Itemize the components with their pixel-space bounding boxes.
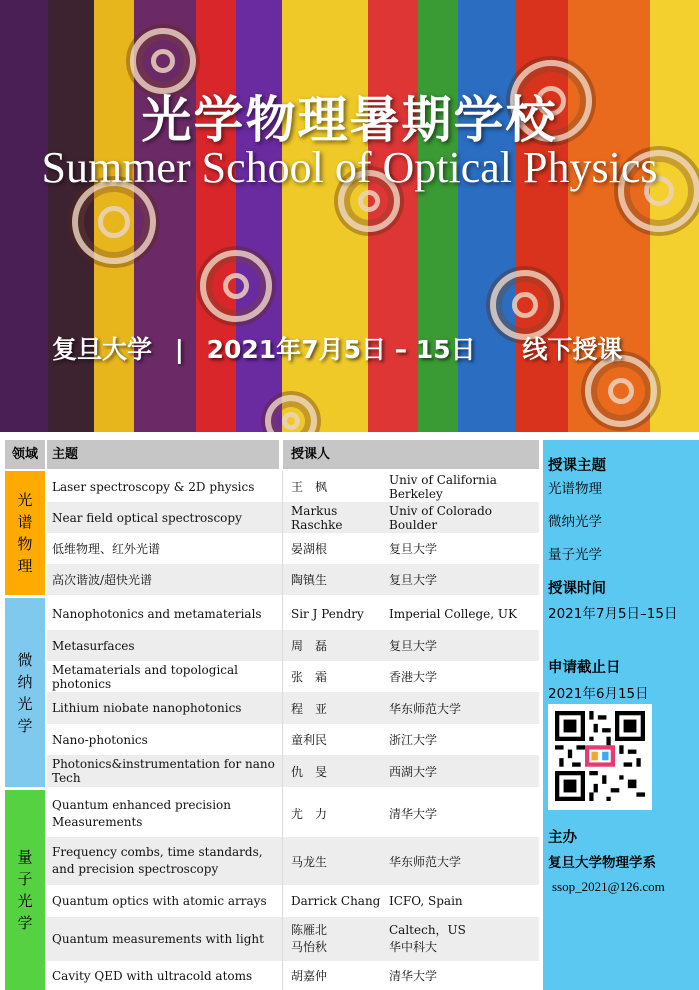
table-row <box>47 917 539 961</box>
lecturer-name: 周 磊 <box>291 639 328 653</box>
qr-code[interactable] <box>548 704 652 810</box>
university-label: 复旦大学 <box>52 335 153 364</box>
topic-line-1: Quantum enhanced precision <box>52 797 231 812</box>
lecturer-name: 尤 力 <box>291 807 328 821</box>
lecturer-name: 童利民 <box>291 733 328 747</box>
lecturer-name: 仇 旻 <box>291 764 328 779</box>
lecturer-institution: 西湖大学 <box>389 764 438 779</box>
topic-cell: Lithium niobate nanophotonics <box>52 701 242 715</box>
domain-spectroscopy <box>5 471 45 595</box>
lecturer-institution: Univ of Colorado Boulder <box>389 503 493 532</box>
course-table <box>0 440 539 990</box>
time-heading: 授课时间 <box>548 581 606 597</box>
lecturer-institution-1: Caltech，US <box>389 923 466 937</box>
banner-image <box>0 0 699 432</box>
title-english: Summer School of Optical Physics <box>41 143 658 192</box>
lecturer-name: 陶镇生 <box>291 573 328 587</box>
lecturer-institution: 浙江大学 <box>389 733 438 747</box>
table-row <box>47 961 539 990</box>
domain-nano-optics <box>5 598 45 787</box>
deadline-value: 2021年6月15日 <box>548 686 649 702</box>
table-row <box>47 471 539 502</box>
lecturer-institution: 华东师范大学 <box>389 854 462 869</box>
topic-item: 光谱物理 <box>548 481 602 497</box>
table-row <box>47 790 539 837</box>
lecturer-name: Sir J Pendry <box>291 607 364 621</box>
lecturer-institution <box>389 917 539 961</box>
lecturer-institution: 清华大学 <box>389 807 438 821</box>
qr-code-pattern <box>555 711 645 801</box>
lecturer-name: 程 亚 <box>291 701 328 716</box>
lecturer-institution: 香港大学 <box>389 670 438 684</box>
topic-cell: Photonics&instrumentation for nano Tech <box>52 757 275 785</box>
lecturer-name: 张 霜 <box>291 670 328 684</box>
table-row <box>47 724 539 755</box>
topic-cell: Metasurfaces <box>52 638 135 653</box>
header-topic-label: 主题 <box>52 447 79 462</box>
topic-item: 量子光学 <box>548 547 602 563</box>
lecturer-name: 晏湖根 <box>291 542 328 556</box>
deadline-heading: 申请截止日 <box>548 660 621 676</box>
topic-cell <box>52 790 282 837</box>
topic-cell: Laser spectroscopy & 2D physics <box>52 479 255 494</box>
table-row <box>47 692 539 724</box>
lecturer-name: Markus Raschke <box>291 503 343 532</box>
topic-cell: 高次谐波/超快光谱 <box>52 573 153 587</box>
header-domain-label: 领域 <box>11 447 38 462</box>
table-row <box>47 533 539 564</box>
table-row <box>47 661 539 692</box>
domain-quantum-optics <box>5 790 45 990</box>
topic-cell: 低维物理、红外光谱 <box>52 542 161 556</box>
table-row <box>47 502 539 533</box>
event-info-line <box>52 330 622 366</box>
lecturer-name <box>291 917 386 961</box>
topic-line-1: Frequency combs, time standards, <box>52 845 263 859</box>
column-divider <box>282 471 283 990</box>
event-dates: 2021年7月5日 – 15日 <box>206 335 476 364</box>
lecturer-name: Darrick Chang <box>291 894 381 908</box>
teaching-mode: 线下授课 <box>522 335 623 364</box>
topic-cell: Metamaterials and topological photonics <box>52 662 238 691</box>
header-topic <box>47 440 279 469</box>
lecturer-name: 马龙生 <box>291 854 328 869</box>
title-chinese: 光学物理暑期学校 <box>141 91 558 149</box>
lecturer-name-1: 陈雁北 <box>291 923 328 937</box>
header-domain <box>5 440 45 469</box>
contact-email[interactable]: ssop_2021@126.com <box>552 879 665 894</box>
topic-cell: Quantum optics with atomic arrays <box>52 894 267 908</box>
table-row <box>47 755 539 787</box>
lecturer-institution: Imperial College, UK <box>389 607 517 621</box>
topic-line-2: and precision spectroscopy <box>52 862 219 876</box>
lecturer-institution: 复旦大学 <box>389 573 438 587</box>
lecturer-name: 胡嘉仲 <box>291 969 328 983</box>
header-lecturer <box>283 440 539 469</box>
topic-cell: Near field optical spectroscopy <box>52 510 242 525</box>
topic-cell: Nanophotonics and metamaterials <box>52 607 262 621</box>
separator: | <box>174 335 184 364</box>
topic-cell: Nano-photonics <box>52 732 148 747</box>
header-lecturer-label: 授课人 <box>291 447 331 462</box>
info-sidebar <box>543 440 699 990</box>
host-value: 复旦大学物理学系 <box>548 855 656 871</box>
lecturer-institution: ICFO, Spain <box>389 894 463 908</box>
table-row <box>47 837 539 885</box>
host-heading: 主办 <box>548 830 577 846</box>
topic-cell: Quantum measurements with light <box>52 932 264 946</box>
lecturer-institution: 复旦大学 <box>389 542 438 556</box>
domain-quantum-optics-label: 量子光学 <box>17 848 33 932</box>
domain-nano-optics-label: 微纳光学 <box>17 650 33 735</box>
lecturer-institution: 复旦大学 <box>389 639 438 653</box>
lecturer-name: 王 枫 <box>291 480 328 494</box>
topic-line-2: Measurements <box>52 814 143 829</box>
lecturer-name-2: 马怡秋 <box>291 940 328 954</box>
lecturer-institution: 华东师范大学 <box>389 701 462 716</box>
topic-cell <box>52 837 282 885</box>
table-row <box>47 598 539 630</box>
topic-cell: Cavity QED with ultracold atoms <box>52 968 253 983</box>
spiral-decoration <box>200 250 272 322</box>
domain-spectroscopy-label: 光谱物理 <box>17 491 33 575</box>
lecturer-institution-2: 华中科大 <box>389 940 438 954</box>
topics-heading: 授课主题 <box>548 458 606 474</box>
table-row <box>47 630 539 661</box>
lecturer-institution: Univ of California Berkeley <box>389 472 497 501</box>
table-row <box>47 885 539 917</box>
topic-item: 微纳光学 <box>548 514 602 530</box>
time-value: 2021年7月5日–15日 <box>548 606 678 622</box>
table-row <box>47 564 539 595</box>
lecturer-institution: 清华大学 <box>389 969 438 983</box>
